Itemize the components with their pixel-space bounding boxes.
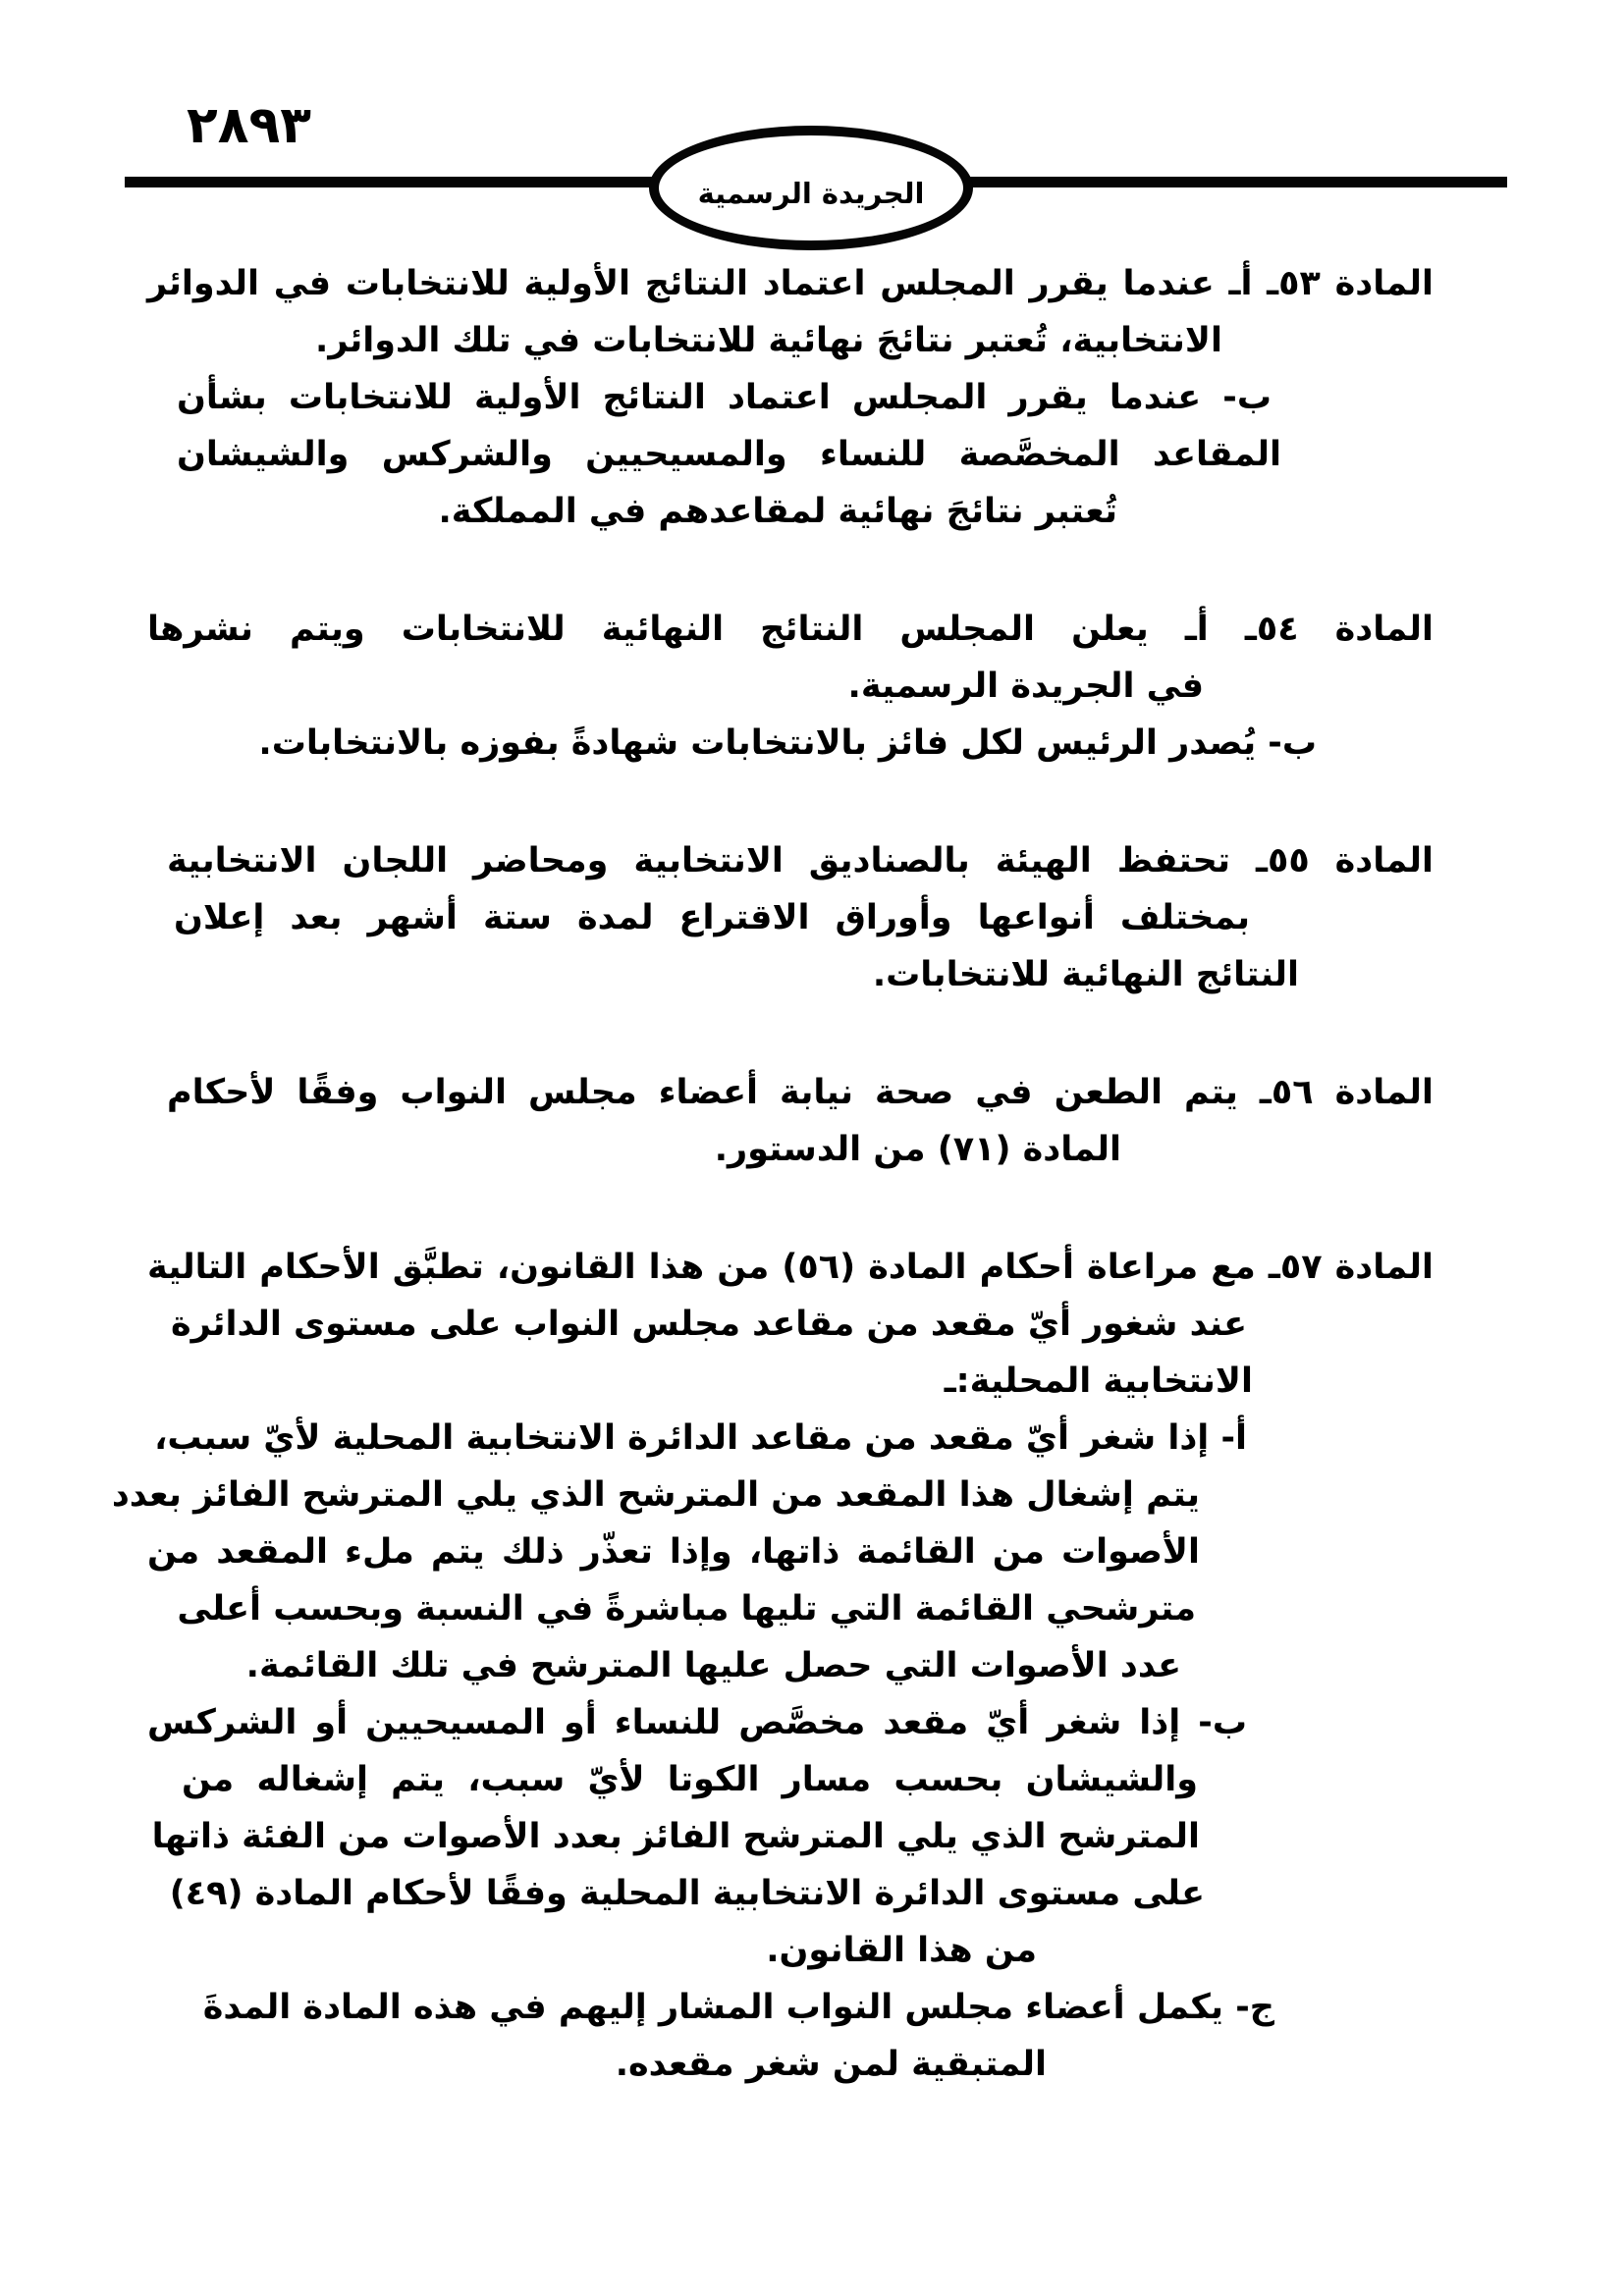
article-clause-line: يتم إشغال هذا المقعد من المترشح الذي يلي المترشح الفائز بعدد xyxy=(111,1475,1200,1515)
article-line: المادة ٥٦ـ يتم الطعن في صحة نيابة أعضاء مجلس النواب وفقًا لأحكام xyxy=(167,1073,1434,1112)
article-clause-line: مترشحي القائمة التي تليها مباشرةً في النسبة وبحسب أعلى xyxy=(177,1589,1196,1629)
article-55 xyxy=(147,832,1434,1003)
article-line: عند شغور أيّ مقعد من مقاعد مجلس النواب على مستوى الدائرة xyxy=(170,1305,1247,1344)
article-clause-line: المترشح الذي يلي المترشح الفائز بعدد الأصوات من الفئة ذاتها xyxy=(151,1817,1200,1856)
document-body xyxy=(111,255,1434,2093)
article-57 xyxy=(111,1239,1434,2093)
article-clause-line: على مستوى الدائرة الانتخابية المحلية وفقًا لأحكام المادة (٤٩) xyxy=(169,1874,1205,1913)
article-clause-line: والشيشان بحسب مسار الكوتا لأيّ سبب، يتم إشغاله من xyxy=(182,1760,1198,1799)
article-clause-line: أ- إذا شغر أيّ مقعد من مقاعد الدائرة الانتخابية المحلية لأيّ سبب، xyxy=(154,1418,1247,1458)
article-line: الانتخابية المحلية:ـ xyxy=(944,1362,1253,1401)
article-54 xyxy=(147,601,1434,772)
article-line: المادة ٥٥ـ تحتفظ الهيئة بالصناديق الانتخابية ومحاضر اللجان الانتخابية xyxy=(167,841,1434,881)
article-line: المادة (٧١) من الدستور. xyxy=(714,1130,1121,1169)
page-number: ٢٨٩٣ xyxy=(187,96,311,155)
article-clause-line: الأصوات من القائمة ذاتها، وإذا تعذّر ذلك يتم ملء المقعد من xyxy=(147,1532,1200,1572)
article-line: المادة ٥٣ـ أـ عندما يقرر المجلس اعتماد النتائج الأولية للانتخابات في الدوائر xyxy=(147,264,1434,303)
article-clause-line: ب- إذا شغر أيّ مقعد مخصَّص للنساء أو المسيحيين أو الشركس xyxy=(147,1703,1247,1742)
gazette-title: الجريدة الرسمية xyxy=(697,176,925,210)
article-clause-line: المتبقية لمن شغر مقعده. xyxy=(615,2045,1047,2084)
article-clause-line: عدد الأصوات التي حصل عليها المترشح في تلك القائمة. xyxy=(245,1646,1181,1685)
article-line: بمختلف أنواعها وأوراق الاقتراع لمدة ستة أشهر بعد إعلان xyxy=(174,898,1250,937)
article-line: المقاعد المخصَّصة للنساء والمسيحيين والشركس والشيشان xyxy=(177,435,1281,474)
gazette-oval-badge xyxy=(649,126,973,250)
article-line: تُعتبر نتائجَ نهائية لمقاعدهم في المملكة. xyxy=(438,492,1117,531)
article-56 xyxy=(147,1064,1434,1178)
article-line: المادة ٥٧ـ مع مراعاة أحكام المادة (٥٦) من هذا القانون، تطبَّق الأحكام التالية xyxy=(147,1248,1434,1287)
article-line: ب- عندما يقرر المجلس اعتماد النتائج الأولية للانتخابات بشأن xyxy=(177,378,1272,417)
article-line: النتائج النهائية للانتخابات. xyxy=(872,955,1299,994)
article-clause-line: ج- يكمل أعضاء مجلس النواب المشار إليهم في هذه المادة المدةَ xyxy=(202,1988,1274,2027)
article-line: المادة ٥٤ـ أـ يعلن المجلس النتائج النهائية للانتخابات ويتم نشرها xyxy=(147,610,1434,649)
article-clause-line: من هذا القانون. xyxy=(766,1931,1037,1970)
article-line: في الجريدة الرسمية. xyxy=(847,667,1204,706)
article-line: الانتخابية، تُعتبر نتائجَ نهائية للانتخابات في تلك الدوائر. xyxy=(315,321,1222,360)
article-53 xyxy=(147,255,1434,540)
article-line: ب- يُصدر الرئيس لكل فائز بالانتخابات شهادةً بفوزه بالانتخابات. xyxy=(258,723,1317,763)
